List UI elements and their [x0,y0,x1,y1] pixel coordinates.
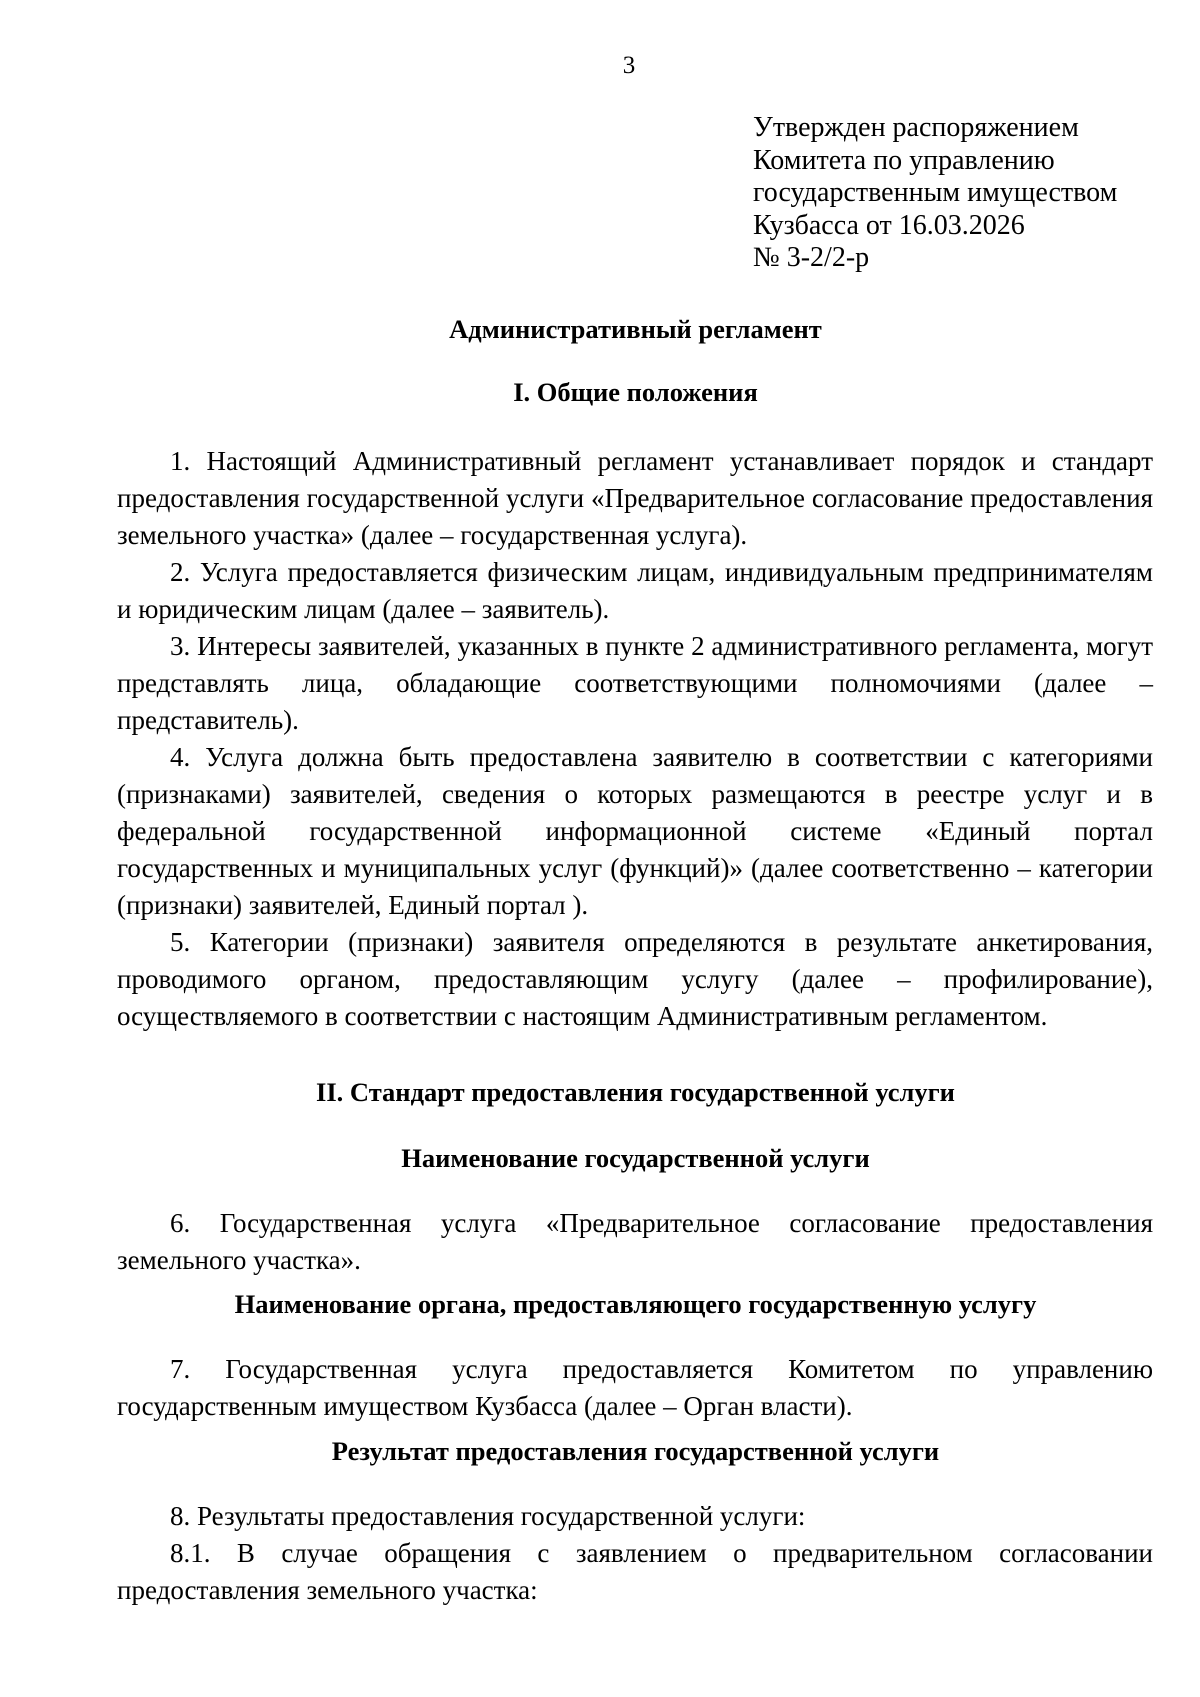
subheading-service-name: Наименование государственной услуги [401,1143,870,1173]
paragraph-8: 8. Результаты предоставления государственной услуги: [170,1501,806,1531]
approval-line: № 3-2/2-р [753,242,870,273]
document-title: Административный регламент [449,314,822,344]
page-number: 3 [622,52,636,79]
paragraph-3: 3. Интересы заявителей, указанных в пункте 2 административного регламента, могут представлять лица, обладающие соответствующими полномочиями (далее – представитель). [117,631,1153,735]
approval-line: Утвержден распоряжением [753,112,1079,143]
subheading-authority: Наименование органа, предоставляющего государственную услугу [234,1289,1037,1319]
paragraph-4: 4. Услуга должна быть предоставлена заявителю в соответствии с категориями (признаками) заявителей, сведения о которых размещаются в реестре услуг и в федеральной государственной информационной системе «Единый портал государственных и муниципальных услуг (функций)» (далее соответственно – категории (признаки) заявителей, Единый портал ). [117,742,1153,920]
paragraph-5: 5. Категории (признаки) заявителя определяются в результате анкетирования, проводимого органом, предоставляющим услугу (далее – профилирование), осуществляемого в соответствии с настоящим Административным регламентом. [117,927,1153,1031]
paragraph-2: 2. Услуга предоставляется физическим лицам, индивидуальным предпринимателям и юридическим лицам (далее – заявитель). [117,557,1153,624]
paragraph-7: 7. Государственная услуга предоставляется Комитетом по управлению государственным имуществом Кузбасса (далее – Орган власти). [117,1354,1153,1421]
approval-line: Комитета по управлению [753,144,1055,176]
approval-line: государственным имуществом [753,177,1118,208]
approval-line: Кузбасса от 16.03.2026 [753,209,1025,241]
section-heading-general: I. Общие положения [513,377,758,407]
section-heading-standard: II. Стандарт предоставления государственной услуги [316,1077,955,1107]
paragraph-6: 6. Государственная услуга «Предварительное согласование предоставления земельного участка». [117,1208,1153,1275]
subheading-result: Результат предоставления государственной услуги [331,1436,940,1466]
paragraph-1: 1. Настоящий Административный регламент устанавливает порядок и стандарт предоставления государственной услуги «Предварительное согласование предоставления земельного участка» (далее – государственная услуга). [117,446,1153,550]
approval-stamp [753,112,1117,275]
paragraph-8-1: 8.1. В случае обращения с заявлением о предварительном согласовании предоставления земельного участка: [117,1538,1153,1605]
